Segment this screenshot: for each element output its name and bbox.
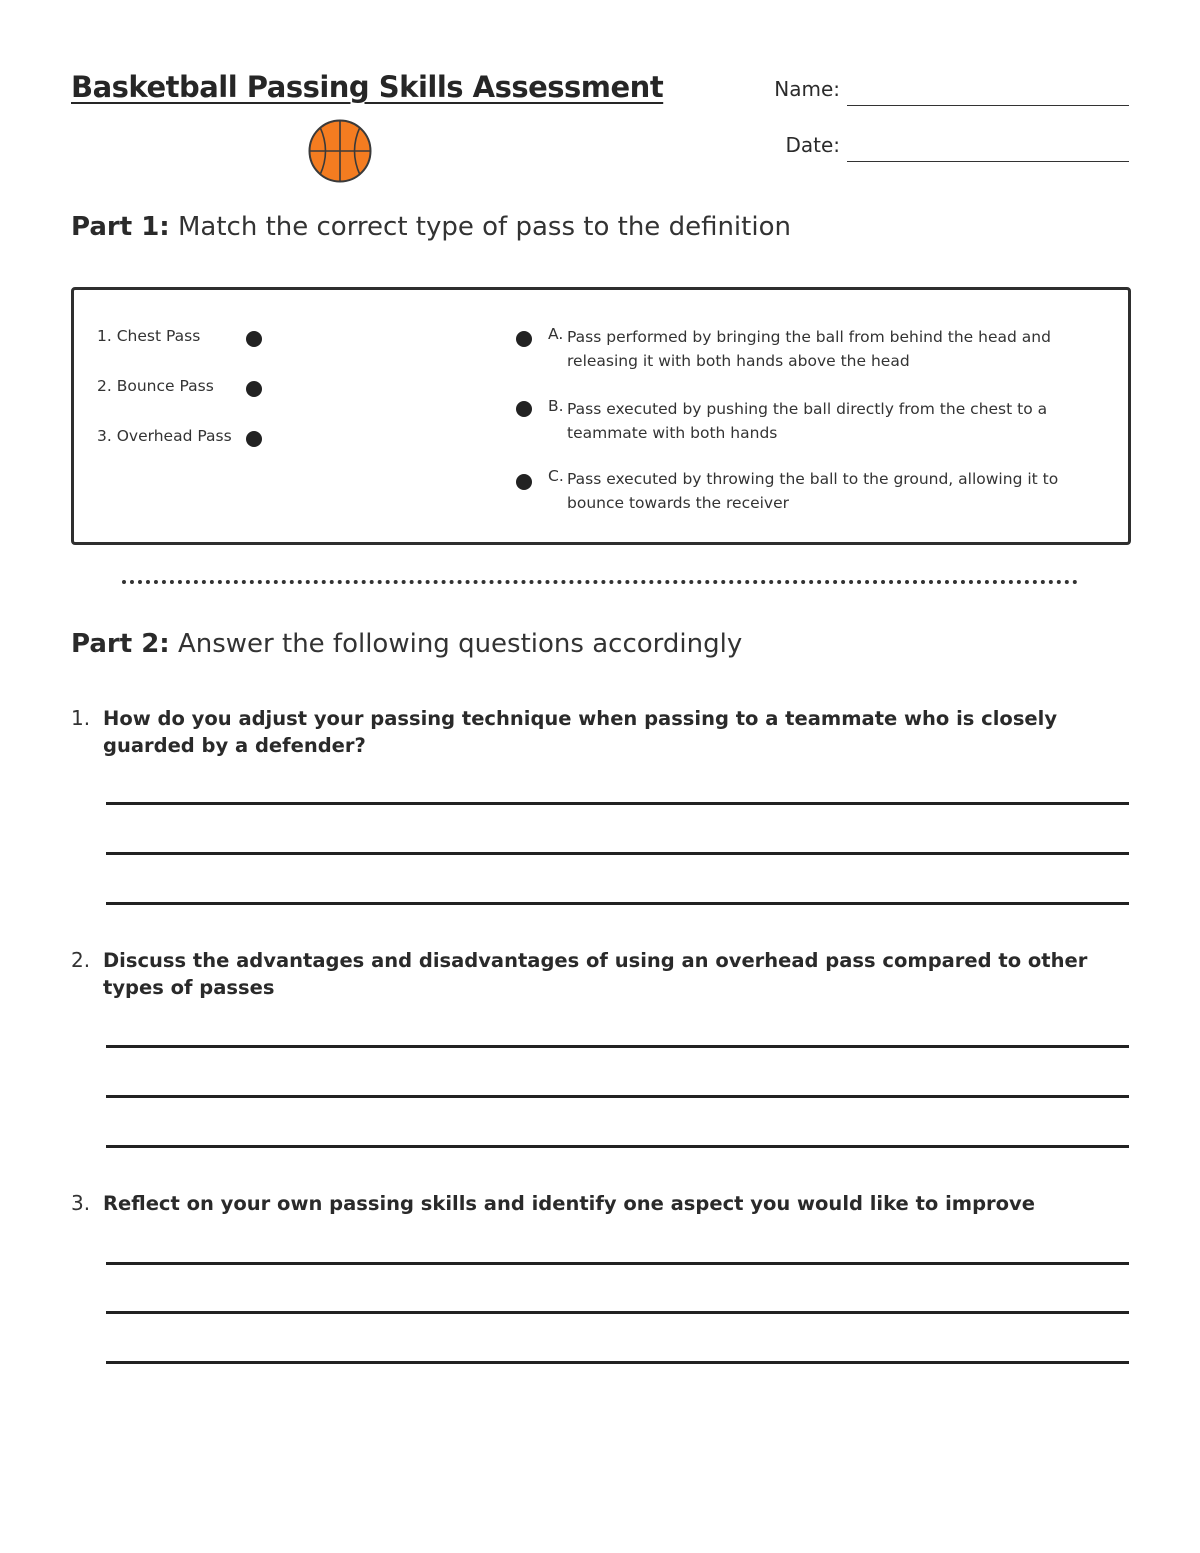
- match-dot-pass-3[interactable]: [246, 431, 262, 447]
- question-text: Discuss the advantages and disadvantages of using an overhead pass compared to other types of passes: [103, 949, 1088, 999]
- definition-letter-c: C.: [548, 467, 564, 485]
- answer-line[interactable]: [106, 802, 1129, 805]
- question-text: How do you adjust your passing technique when passing to a teammate who is closely guarded by a defender?: [103, 707, 1058, 757]
- match-dot-pass-1[interactable]: [246, 331, 262, 347]
- answer-line[interactable]: [106, 1145, 1129, 1148]
- answer-line[interactable]: [106, 852, 1129, 855]
- date-field[interactable]: [847, 161, 1129, 162]
- pass-item-bounce: 2. Bounce Pass: [97, 377, 214, 395]
- answer-line[interactable]: [106, 1262, 1129, 1265]
- name-field[interactable]: [847, 105, 1129, 106]
- answer-line[interactable]: [106, 1045, 1129, 1048]
- part1-label: Part 1:: [71, 212, 170, 242]
- definition-letter-a: A.: [548, 325, 564, 343]
- match-dot-pass-2[interactable]: [246, 381, 262, 397]
- definition-letter-b: B.: [548, 397, 564, 415]
- answer-line[interactable]: [106, 1311, 1129, 1314]
- part2-heading: [71, 629, 742, 659]
- basketball-icon: [307, 119, 373, 183]
- answer-line[interactable]: [106, 902, 1129, 905]
- answer-line[interactable]: [106, 1095, 1129, 1098]
- definition-text-c: Pass executed by throwing the ball to the ground, allowing it to bounce towards the receiver: [567, 470, 1059, 512]
- section-divider: [122, 580, 1078, 584]
- question-number: 3.: [71, 1191, 91, 1215]
- match-dot-def-a[interactable]: [516, 331, 532, 347]
- page-title: Basketball Passing Skills Assessment: [71, 70, 664, 104]
- match-dot-def-c[interactable]: [516, 474, 532, 490]
- part2-label: Part 2:: [71, 629, 170, 659]
- pass-item-overhead: 3. Overhead Pass: [97, 427, 232, 445]
- part1-heading: [71, 212, 791, 242]
- question-text: Reflect on your own passing skills and identify one aspect you would like to improve: [103, 1192, 1035, 1215]
- match-dot-def-b[interactable]: [516, 401, 532, 417]
- pass-item-chest: 1. Chest Pass: [97, 327, 201, 345]
- date-label: Date:: [785, 133, 840, 157]
- name-label: Name:: [774, 77, 840, 101]
- definition-text-a: Pass performed by bringing the ball from behind the head and releasing it with both hands above the head: [567, 328, 1051, 370]
- part2-instruction: Answer the following questions accordingly: [177, 629, 743, 659]
- question-number: 2.: [71, 948, 91, 972]
- part1-instruction: Match the correct type of pass to the definition: [177, 212, 791, 242]
- question-number: 1.: [71, 706, 91, 730]
- answer-line[interactable]: [106, 1361, 1129, 1364]
- definition-text-b: Pass executed by pushing the ball directly from the chest to a teammate with both hands: [567, 400, 1048, 442]
